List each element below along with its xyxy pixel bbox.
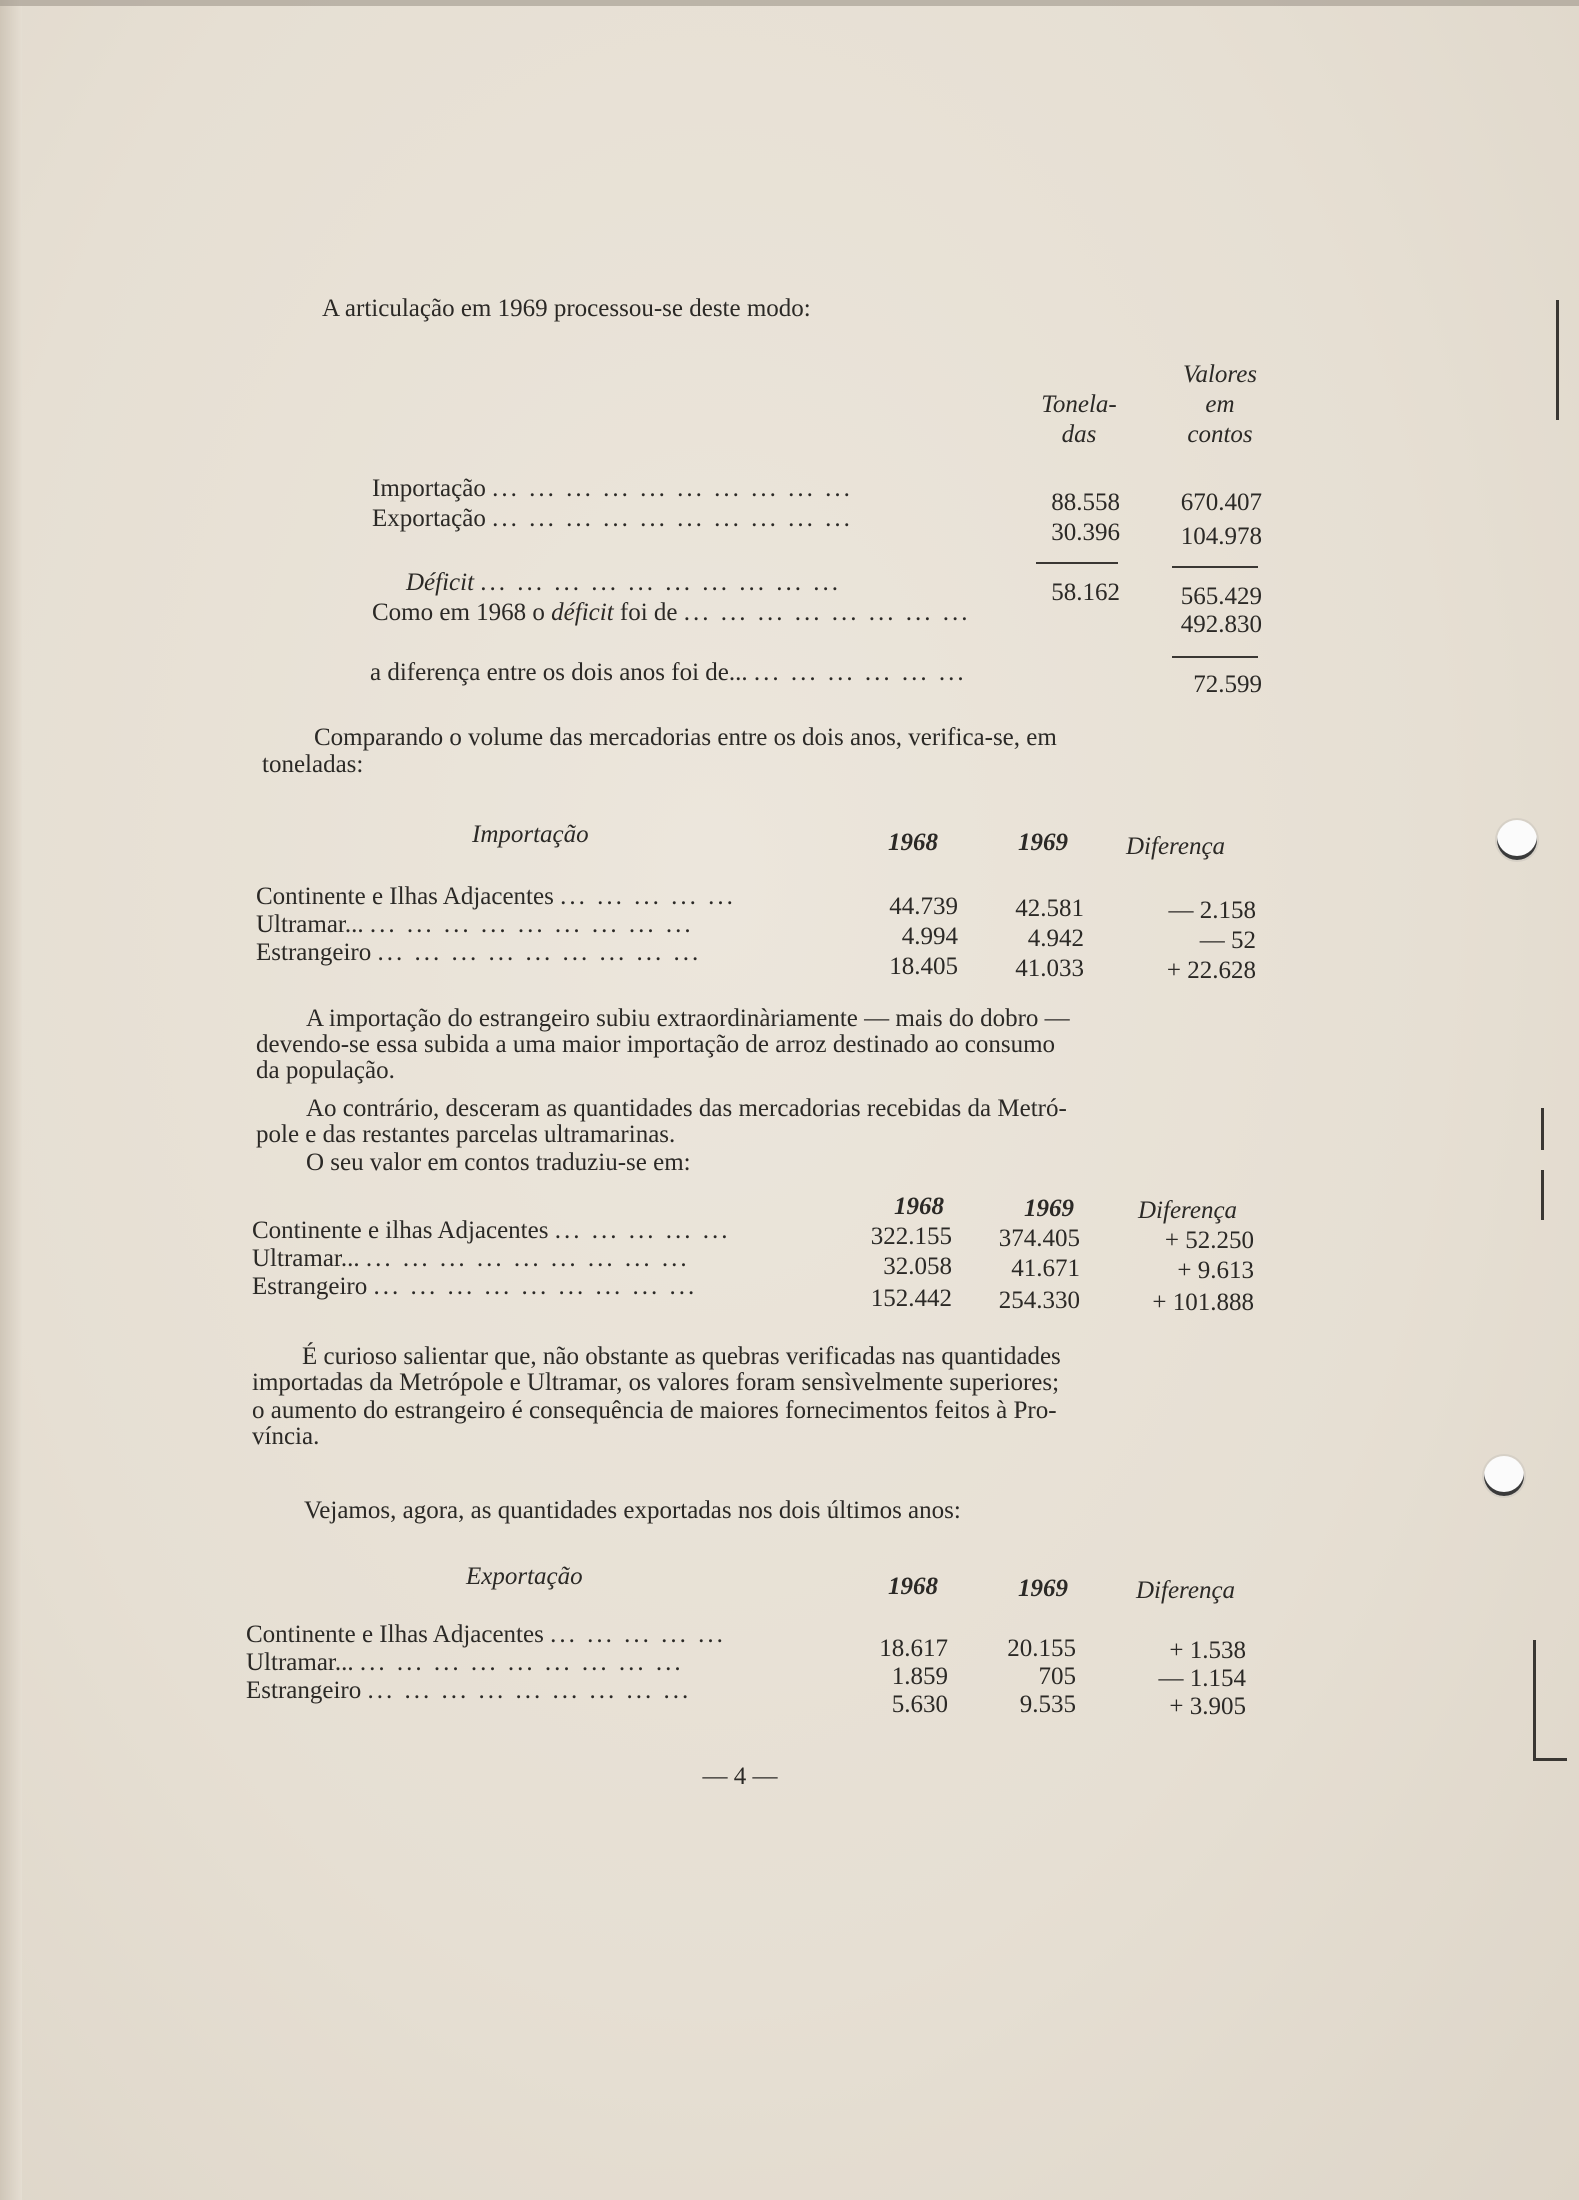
table-exportacao-row-diferenca: + 1.538 [1169,1637,1246,1664]
table-importacao-row-1968: 4.994 [901,923,958,950]
paragraph-2-line6: O seu valor em contos traduziu-se em: [306,1149,691,1176]
row-exportacao-toneladas: 30.396 [1051,519,1120,546]
table-exportacao-row-label: Continente e Ilhas Adjacentes ... ... ... ... ... [246,1621,726,1648]
table-valores-row-label: Continente e ilhas Adjacentes ... ... ... ... ... [252,1217,731,1244]
table-valores-header-diferenca: Diferença [1138,1197,1238,1224]
table-importacao-row-1968: 44.739 [889,893,958,920]
table-importacao-header-1968: 1968 [888,829,938,856]
table-exportacao-header-1968: 1968 [888,1573,938,1600]
table-importacao-row-1969: 42.581 [1015,895,1084,922]
margin-mark [1533,1640,1536,1760]
row-diferenca-valor: 72.599 [1193,671,1262,698]
paragraph-3-line3: o aumento do estrangeiro é consequência de maiores fornecimentos feitos à Pro- [252,1397,1057,1424]
header-toneladas [1014,390,1144,450]
paragraph-2-line1: A importação do estrangeiro subiu extraordinàriamente — mais do dobro — [306,1005,1070,1032]
table-exportacao-row-1968: 1.859 [891,1663,948,1690]
paragraph-3-line4: víncia. [252,1423,320,1450]
margin-mark [1541,1170,1544,1220]
intro-text: A articulação em 1969 processou-se deste modo: [322,295,811,322]
table-valores-row-diferenca: + 101.888 [1152,1289,1254,1316]
paragraph-3-line2: importadas da Metrópole e Ultramar, os valores foram sensìvelmente superiores; [252,1369,1060,1396]
paragraph-1-line2: toneladas: [262,751,364,778]
table-importacao-row-diferenca: + 22.628 [1166,957,1256,984]
table-valores-row-1968: 152.442 [870,1285,952,1312]
table-importacao-row-label: Continente e Ilhas Adjacentes ... ... ... ... ... [256,883,736,910]
table-valores-row-label: Ultramar... ... ... ... ... ... ... ... ... ... [252,1245,690,1272]
row-deficit-toneladas: 58.162 [1051,579,1120,606]
table-exportacao-row-1968: 18.617 [879,1635,948,1662]
row-importacao-toneladas: 88.558 [1051,489,1120,516]
table-valores-header-1969: 1969 [1024,1195,1074,1222]
paragraph-4: Vejamos, agora, as quantidades exportadas nos dois últimos anos: [304,1497,961,1524]
table-valores-row-diferenca: + 9.613 [1177,1257,1254,1284]
table-exportacao-header-1969: 1969 [1018,1575,1068,1602]
row-importacao-valores: 670.407 [1180,489,1262,516]
row-label-exportacao: Exportação ... ... ... ... ... ... ... ... ... ... [372,505,853,532]
table-importacao-row-label: Estrangeiro ... ... ... ... ... ... ... ... ... [256,939,702,966]
table-valores-row-1968: 32.058 [883,1253,952,1280]
table-exportacao-row-1968: 5.630 [891,1691,948,1718]
table-exportacao-row-diferenca: + 3.905 [1169,1693,1246,1720]
table-importacao-row-1968: 18.405 [889,953,958,980]
sum-rule [1172,566,1258,568]
table-exportacao-row-1969: 9.535 [1019,1691,1076,1718]
header-toneladas-line2: das [1061,421,1097,448]
table-exportacao-row-label: Estrangeiro ... ... ... ... ... ... ... ... ... [246,1677,692,1704]
table-valores-row-label: Estrangeiro ... ... ... ... ... ... ... ... ... [252,1273,698,1300]
header-valores-line1: Valores [1182,361,1258,388]
punch-hole-top [1497,820,1537,860]
paragraph-2-line3: da população. [256,1057,395,1084]
paragraph-1-line1: Comparando o volume das mercadorias entre os dois anos, verifica-se, em [314,724,1057,751]
table-importacao-row-diferenca: — 2.158 [1168,897,1256,924]
header-valores-line2: em [1205,391,1235,418]
row-deficit-1968-valor: 492.830 [1180,611,1262,638]
header-valores-line3: contos [1187,421,1253,448]
header-valores [1150,360,1290,450]
table-importacao-title: Importação [472,821,589,848]
table-importacao-row-label: Ultramar... ... ... ... ... ... ... ... ... ... [256,911,694,938]
paragraph-2-line4: Ao contrário, desceram as quantidades das mercadorias recebidas da Metró- [306,1095,1067,1122]
margin-mark [1541,1108,1544,1150]
table-importacao-header-1969: 1969 [1018,829,1068,856]
table-importacao-row-1969: 4.942 [1027,925,1084,952]
table-exportacao-row-1969: 20.155 [1007,1635,1076,1662]
punch-hole-bottom [1484,1456,1524,1496]
paragraph-2-line2: devendo-se essa subida a uma maior importação de arroz destinado ao consumo [256,1031,1056,1058]
table-importacao-row-diferenca: — 52 [1199,927,1256,954]
table-valores-header-1968: 1968 [894,1193,944,1220]
table-importacao-header-diferenca: Diferença [1126,833,1226,860]
row-label-importacao: Importação ... ... ... ... ... ... ... ... ... ... [372,475,853,502]
page-top-edge [0,0,1579,6]
paragraph-3-line1: É curioso salientar que, não obstante as quebras verificadas nas quantidades [302,1343,1061,1370]
table-valores-row-1969: 254.330 [998,1287,1080,1314]
paragraph-2-line5: pole e das restantes parcelas ultramarinas. [256,1121,676,1148]
table-exportacao-row-label: Ultramar... ... ... ... ... ... ... ... ... ... [246,1649,684,1676]
table-importacao-row-1969: 41.033 [1015,955,1084,982]
sum-rule [1172,656,1258,658]
row-label-diferenca: a diferença entre os dois anos foi de... ... ... ... ... ... ... [370,659,967,686]
page-left-edge [0,0,22,2200]
row-label-como-1968: Como em 1968 o déficit foi de ... ... ... ... ... ... ... ... [372,599,971,626]
table-exportacao-header-diferenca: Diferença [1136,1577,1236,1604]
table-exportacao-row-1969: 705 [1038,1663,1076,1690]
row-exportacao-valores: 104.978 [1180,523,1262,550]
table-valores-row-1969: 374.405 [998,1225,1080,1252]
table-valores-row-1969: 41.671 [1011,1255,1080,1282]
table-exportacao-title: Exportação [466,1563,583,1590]
row-label-deficit: Déficit ... ... ... ... ... ... ... ... ... ... [406,569,842,596]
margin-mark [1533,1758,1567,1761]
margin-mark [1556,300,1559,420]
row-deficit-valores: 565.429 [1180,583,1262,610]
header-toneladas-line1: Tonela- [1041,391,1117,418]
page-number: — 4 — [702,1763,778,1790]
table-valores-row-1968: 322.155 [870,1223,952,1250]
table-exportacao-row-diferenca: — 1.154 [1158,1665,1246,1692]
table-valores-row-diferenca: + 52.250 [1164,1227,1254,1254]
sum-rule [1036,562,1118,564]
